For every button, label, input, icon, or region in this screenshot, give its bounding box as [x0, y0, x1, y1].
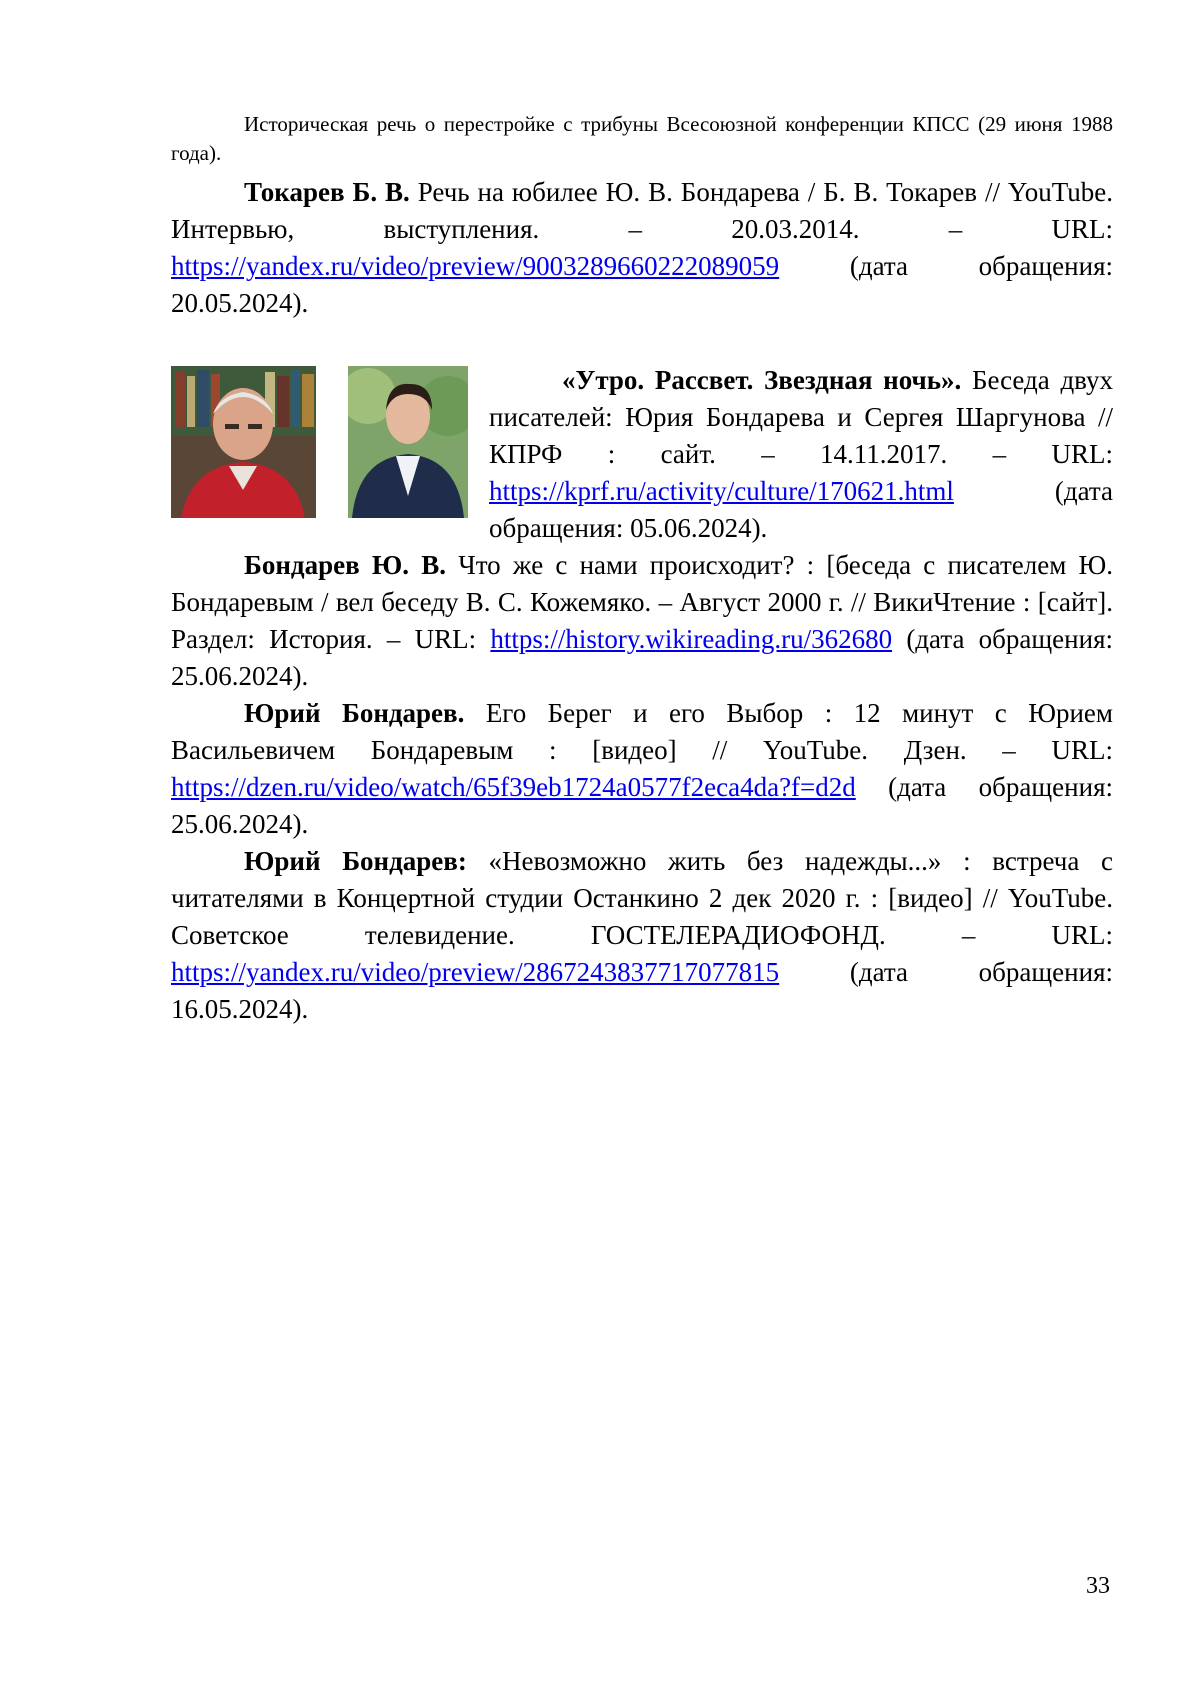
- entry-tail: (дата обращения: 16.05.2024).: [171, 957, 1113, 1024]
- entry-author: «Утро. Рассвет. Звездная ночь».: [562, 365, 962, 395]
- entry-text: Его Берег и его Выбор : 12 минут с Юрием Васильевичем Бондаревым : [видео] // YouTube. Дзен. – URL:: [171, 698, 1113, 765]
- entry-link[interactable]: https://history.wikireading.ru/362680: [490, 624, 893, 654]
- document-page: [171, 110, 1113, 1028]
- entry-tail: (дата обращения: 05.06.2024).: [489, 476, 1113, 543]
- entry-author: Юрий Бондарев:: [244, 846, 467, 876]
- entry-author: Юрий Бондарев.: [244, 698, 465, 728]
- entry-tokarev: [171, 174, 1113, 322]
- page-number: 33: [1086, 1573, 1110, 1599]
- video-caption: Историческая речь о перестройке с трибуны Всесоюзной конференции КПСС (29 июня 1988 года).: [171, 112, 1113, 165]
- entry-author: Токарев Б. В.: [244, 177, 410, 207]
- photo-group: [171, 366, 471, 518]
- entry-bondarev-ostankino: [171, 843, 1113, 1028]
- entry-bondarev-kozhemyako: [171, 547, 1113, 695]
- entry-author: Бондарев Ю. В.: [244, 550, 446, 580]
- entry-text: Речь на юбилее Ю. В. Бондарева / Б. В. Токарев // YouTube. Интервью, выступления. – 20.03.2014. – URL:: [171, 177, 1113, 244]
- entry-text: «Невозможно жить без надежды...» : встреча с читателями в Концертной студии Останкино 2 дек 2020 г. : [видео] // YouTube. Советское телевидение. ГОСТЕЛЕРАДИОФОНД. – URL:: [171, 846, 1113, 950]
- figure-row: [171, 362, 1113, 547]
- entry-link[interactable]: https://yandex.ru/video/preview/2867243837717077815: [171, 957, 780, 987]
- entry-link[interactable]: https://yandex.ru/video/preview/9003289660222089059: [171, 251, 780, 281]
- bondarev-photo: [171, 366, 316, 518]
- entry-link[interactable]: https://kprf.ru/activity/culture/170621.html: [489, 476, 954, 506]
- entry-tail: (дата обращения: 25.06.2024).: [171, 624, 1113, 691]
- entry-link[interactable]: https://dzen.ru/video/watch/65f39eb1724a0577f2eca4da?f=d2d: [171, 772, 856, 802]
- entry-tail: (дата обращения: 25.06.2024).: [171, 772, 1113, 839]
- entry-text: Беседа двух писателей: Юрия Бондарева и Сергея Шаргунова // КПРФ : сайт. – 14.11.2017. – URL:: [489, 365, 1114, 469]
- entry-text: Что же с нами происходит? : [беседа с писателем Ю. Бондаревым / вел беседу В. С. Кожемяко. – Август 2000 г. // ВикиЧтение : [сайт]. Раздел: История. – URL:: [171, 550, 1113, 654]
- spacer: [171, 322, 1113, 362]
- entry-tail: (дата обращения: 20.05.2024).: [171, 251, 1113, 318]
- entry-bondarev-dzen: [171, 695, 1113, 843]
- shargunov-photo: [348, 366, 493, 518]
- entry-shargunov: [489, 362, 1113, 547]
